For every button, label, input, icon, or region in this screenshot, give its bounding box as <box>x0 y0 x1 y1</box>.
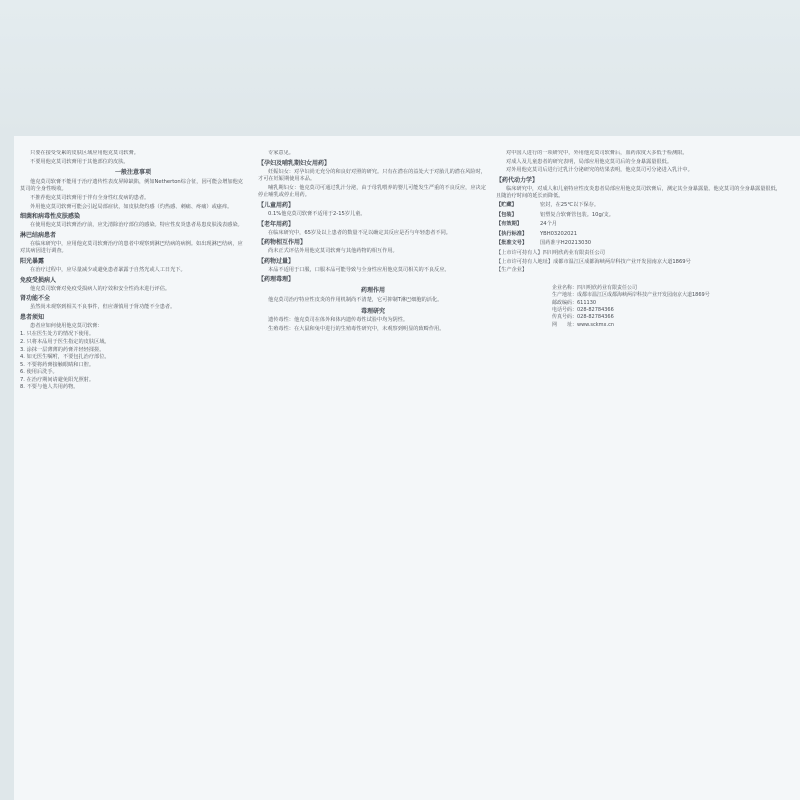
left-column <box>20 150 246 788</box>
company-line: 邮政编码：611130 <box>552 299 597 306</box>
section-para: 不推荐他克莫司软膏用于伴有全身性红皮病的患者。 <box>30 194 150 201</box>
info-label: 【贮藏】 <box>496 201 517 208</box>
left-section-6 <box>20 314 246 331</box>
manufacturer-details <box>552 285 786 329</box>
left-intro-2: 不要用他克莫司软膏用于其他部位的皮肤。 <box>30 158 129 165</box>
list-item: 8. 不要与他人共用药物。 <box>20 384 79 391</box>
info-row-standard <box>496 231 786 239</box>
section-para: 在临床研究中，65岁及以上患者的数量不足以确定其反应是否与年轻患者不同。 <box>268 229 451 236</box>
section-para: 患者应如何使用他克莫司软膏： <box>30 322 103 329</box>
middle-column <box>258 150 488 788</box>
list-item: 1. 只在医生处方的情况下使用。 <box>20 331 95 338</box>
section-heading: 一般注意事项 <box>114 169 151 177</box>
section-para: 在使用他克莫司软膏治疗前，应先清除治疗部位的感染。特应性皮炎患者易患皮肤浅表感染。 <box>30 222 243 229</box>
section-heading: 肾功能不全 <box>20 295 51 303</box>
info-label: 【包装】 <box>496 211 517 218</box>
info-row-approval <box>496 240 786 248</box>
section-para: 尚未正式评估外用他克莫司软膏与其他药物的相互作用。 <box>268 248 398 255</box>
left-section-0 <box>20 169 246 211</box>
section-para: 在治疗过程中，应尽量减少或避免患者暴露于自然光或人工日光下。 <box>30 266 186 273</box>
info-label: 【批准文号】 <box>496 240 528 247</box>
middle-section-4 <box>258 258 488 275</box>
company-line: 生产地址：成都市温江区成都海峡两岸科技产业开发园南京大道1869号 <box>552 292 710 299</box>
company-line: 电话号码：028-82784366 <box>552 306 614 313</box>
info-label: 【执行标准】 <box>496 230 528 237</box>
list-item: 3. 涂抹一层薄薄的药膏并轻轻揉搓。 <box>20 346 105 353</box>
section-para: 在临床研究中，应用他克莫司软膏治疗的患者中观察到淋巴结病的病例。如出现淋巴结病，应对其病因进行调查。 <box>20 240 243 255</box>
info-value: 铝塑复合软膏管包装。10g/支。 <box>540 211 614 218</box>
holder-line: 【上市许可持有人地址】成都市温江区成都海峡两岸科技产业开发园南京大道1869号 <box>496 258 691 265</box>
info-value: 密封，在25℃以下保存。 <box>540 201 600 208</box>
right-column <box>496 150 786 788</box>
info-label: 【有效期】 <box>496 221 522 228</box>
section-heading: 【孕妇及哺乳期妇女用药】 <box>258 159 331 167</box>
info-value: YBH03202021 <box>540 230 578 237</box>
section-para: 本品不适用于口服，口服本品可能导致与全身性应用他克莫司相关的不良反应。 <box>268 266 450 273</box>
middle-intro: 专家意见。 <box>268 150 294 156</box>
company-line: 传真号码：028-82784366 <box>552 314 614 321</box>
section-para: 遗传毒性：他克莫司在体外和体内遗传毒性试验中均为阴性。 <box>268 317 409 324</box>
section-para: 0.1%他克莫司软膏不适用于2-15岁儿童。 <box>268 210 366 217</box>
holder-line: 【上市许可持有人】四川明欣药业有限责任公司 <box>496 249 605 256</box>
section-heading: 细菌和病毒性皮肤感染 <box>20 213 81 221</box>
section-para: 生殖毒性：在大鼠和兔中进行的生殖毒性研究中，未观察到明显的致畸作用。 <box>268 325 445 332</box>
pharmacokinetics-text: 临床研究中，对成人和儿童特应性皮炎患者局部应用他克莫司软膏后，测定其全身暴露量。他克莫司的全身暴露量很低，且随治疗时间的延长而降低。 <box>496 185 781 200</box>
list-item: 6. 使用后洗手。 <box>20 369 58 376</box>
info-value: 国药准字H20213030 <box>540 240 592 247</box>
section-heading: 【老年用药】 <box>258 220 295 228</box>
info-row-storage <box>496 202 786 210</box>
middle-section-0 <box>258 160 488 200</box>
section-para: 他克莫司软膏对免疫受损病人的疗效和安全性尚未进行评估。 <box>30 285 171 292</box>
section-para: 外用他克莫司软膏可能会引起局部症状，如皮肤烧灼感（灼热感、刺痛、疼痛）或瘙痒。 <box>30 203 233 210</box>
marketing-holder <box>496 250 786 275</box>
middle-section-2 <box>258 221 488 238</box>
info-row-shelf-life <box>496 221 786 229</box>
section-para: 妊娠妇女：对孕妇尚无充分的和良好对照的研究。只有在潜在的益处大于对胎儿的潜在风险时，才可在妊娠期使用本品。 <box>258 168 486 183</box>
info-value: 24个月 <box>540 221 557 228</box>
left-intro-1: 只要在接受受累的皮肤区域应用他克莫司软膏。 <box>30 150 139 156</box>
subheading: 药理作用 <box>360 287 385 295</box>
middle-section-5 <box>258 276 488 333</box>
middle-section-1 <box>258 202 488 219</box>
section-para: 虽然尚未观察到相关不良事件，但应谨慎用于肾功能不全患者。 <box>30 304 176 311</box>
subheading: 毒理研究 <box>360 307 385 315</box>
right-para: 对成人及儿童患者的研究表明，局部应用他克莫司后的全身暴露量很低。 <box>506 158 673 165</box>
holder-line: 【生产企业】 <box>496 267 528 274</box>
left-section-5 <box>20 295 246 312</box>
left-section-1 <box>20 213 246 230</box>
section-para: 他克莫司治疗特应性皮炎的作用机制尚不清楚，它可抑制T淋巴细胞的活化。 <box>268 296 443 303</box>
section-para: 哺乳期妇女：他克莫司可通过乳汁分泌，由于母乳喂养的婴儿可能发生严重的不良反应，应决定停止哺乳或停止用药。 <box>258 184 486 199</box>
left-section-3 <box>20 258 246 275</box>
company-line: 企业名称：四川明欣药业有限责任公司 <box>552 284 638 291</box>
patient-instructions-list <box>20 331 246 392</box>
middle-section-3 <box>258 239 488 256</box>
list-item: 5. 不要将药膏接触眼睛和口腔。 <box>20 361 95 368</box>
info-row-package <box>496 212 786 220</box>
list-item: 2. 只将本品用于医生指定的皮肤区域。 <box>20 338 110 345</box>
section-heading: 患者须知 <box>20 313 45 321</box>
right-para: 对中国人进行的一项研究中，外用他克莫司软膏后，血药浓度大多低于检测限。 <box>506 150 688 156</box>
section-heading: 【药物相互作用】 <box>258 239 307 247</box>
left-section-2 <box>20 232 246 256</box>
right-para: 对外用他克莫司后进行过乳汁分泌研究的结果表明，他克莫司可分泌进入乳汁中。 <box>506 167 693 174</box>
top-margin <box>0 0 800 136</box>
company-line: 网 址：www.sckmx.cn <box>552 321 614 328</box>
section-para: 他克莫司软膏不能用于治疗遗传性表皮屏障缺陷，例如Netherton综合征，因可能会增加他克莫司的全身性吸收。 <box>20 178 243 193</box>
section-heading: 【药理毒理】 <box>258 276 295 284</box>
section-heading: 淋巴结病患者 <box>20 231 57 239</box>
pharmacokinetics-heading: 【药代动力学】 <box>496 176 539 184</box>
list-item: 4. 如无医生嘱咐，不要包扎治疗部位。 <box>20 354 110 361</box>
left-section-4 <box>20 277 246 294</box>
section-heading: 阳光暴露 <box>20 257 45 265</box>
section-heading: 免疫受损病人 <box>20 276 57 284</box>
list-item: 7. 在治疗期间请避免阳光照射。 <box>20 376 95 383</box>
section-heading: 【药物过量】 <box>258 257 295 265</box>
section-heading: 【儿童用药】 <box>258 201 295 209</box>
product-info <box>496 202 786 248</box>
